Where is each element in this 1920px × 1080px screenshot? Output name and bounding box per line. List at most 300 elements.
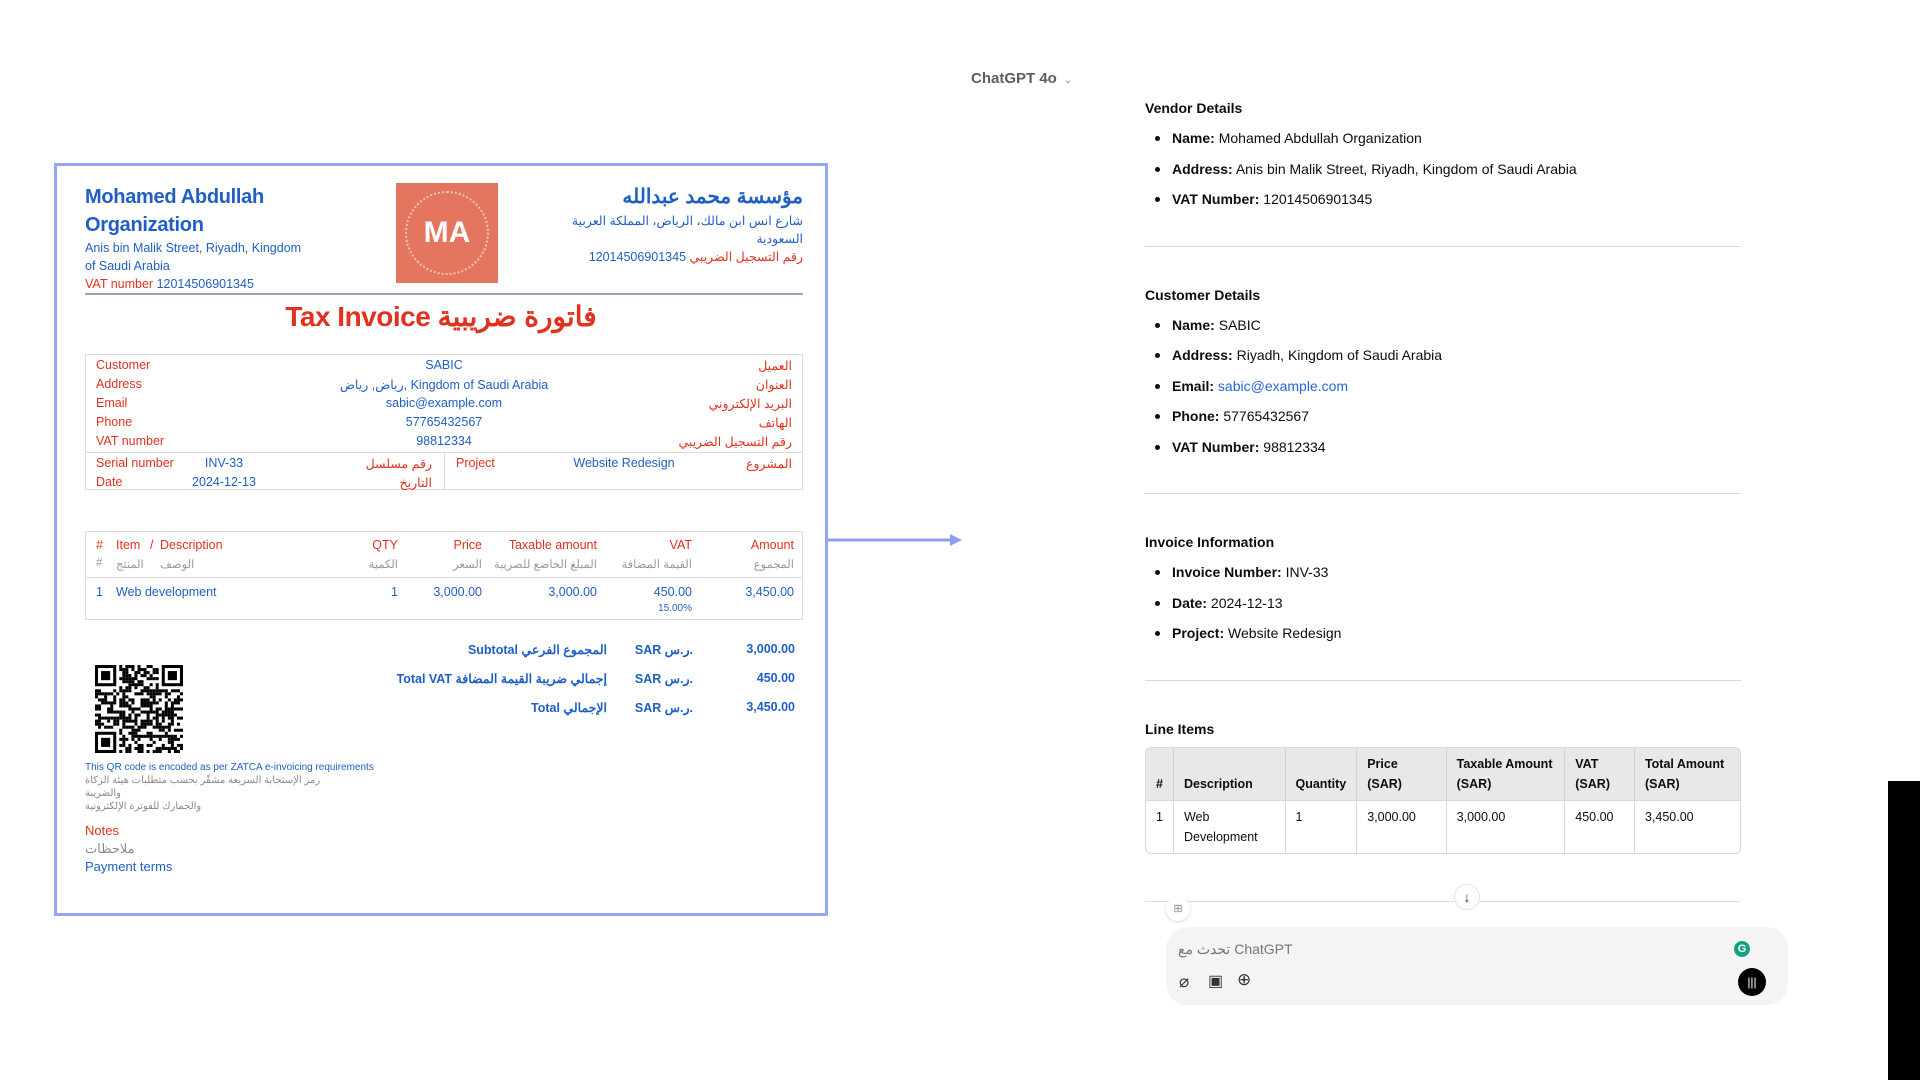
qr-module (168, 750, 171, 753)
qr-module (125, 720, 128, 723)
qr-module (150, 738, 153, 741)
qr-module (150, 735, 153, 738)
qr-module (101, 692, 104, 695)
qr-module (128, 686, 131, 689)
col-num-ar: # (96, 557, 103, 569)
qr-module (150, 732, 153, 735)
table-header: Description (1174, 748, 1286, 800)
item-price: 3,000.00 (433, 585, 482, 599)
col-taxable: Taxable amount (508, 538, 597, 552)
table-cell: Web Development (1174, 800, 1286, 853)
qr-module (141, 704, 144, 707)
qr-module (113, 723, 116, 726)
total-currency: SAR ر.س. (634, 672, 693, 686)
qr-module (131, 680, 134, 683)
qr-module (101, 698, 104, 701)
qr-module (156, 692, 159, 695)
qr-module (168, 717, 171, 720)
qr-module (171, 744, 174, 747)
qr-module (165, 732, 168, 735)
arrow-icon (828, 532, 963, 548)
qr-module (98, 720, 101, 723)
project-value: Website Redesign (573, 456, 675, 470)
detail-key: VAT Number (1172, 438, 1255, 455)
qr-module (147, 692, 150, 695)
table-cell: 3,000.00 (1447, 800, 1566, 853)
detail-value: sabic@example.com (1217, 377, 1349, 394)
divider (444, 452, 445, 489)
qr-module (122, 668, 125, 671)
message-input[interactable] (1178, 935, 1698, 963)
col-num: # (96, 538, 103, 552)
col-price: Price (453, 538, 482, 552)
qr-module (110, 692, 113, 695)
qr-module (101, 701, 104, 704)
grid-icon[interactable]: ⊞ (1166, 897, 1190, 921)
qr-module (156, 711, 159, 714)
line-items-section (1145, 721, 1741, 854)
qr-module (144, 671, 147, 674)
qr-module (119, 744, 122, 747)
qr-module (131, 665, 134, 668)
detail-item: Phone: 57765432567 (1145, 404, 1741, 435)
qr-module (134, 677, 137, 680)
qr-module (101, 717, 104, 720)
qr-module (156, 720, 159, 723)
qr-module (107, 717, 110, 720)
qr-module (171, 747, 174, 750)
qr-module (95, 704, 98, 707)
tools-icon[interactable]: ▣ (1208, 973, 1224, 990)
qr-module (162, 717, 165, 720)
vat-value-ar: 12014506901345 (588, 250, 687, 264)
qr-module (122, 723, 125, 726)
qr-module (131, 729, 134, 732)
qr-module (131, 726, 134, 729)
qr-module (119, 711, 122, 714)
company-logo (396, 183, 498, 283)
qr-module (110, 707, 113, 710)
qr-module (122, 741, 125, 744)
qr-module (128, 750, 131, 753)
field-label-ar: رقم التسجيل الضريبي (678, 435, 792, 449)
qr-module (168, 738, 171, 741)
qr-module (110, 704, 113, 707)
qr-module (125, 680, 128, 683)
qr-module (110, 717, 113, 720)
qr-module (180, 735, 183, 738)
qr-module (137, 668, 140, 671)
project-label-ar: المشروع (745, 457, 792, 471)
qr-module (150, 665, 153, 668)
qr-module (147, 686, 150, 689)
qr-module (165, 726, 168, 729)
voice-button[interactable]: ||| (1738, 968, 1766, 996)
qr-module (122, 744, 125, 747)
col-price-ar: السعر (453, 559, 482, 571)
qr-module (113, 720, 116, 723)
detail-value: 12014506901345 (1263, 191, 1373, 207)
qr-module (150, 707, 153, 710)
item-qty: 1 (391, 585, 398, 599)
qr-module (137, 707, 140, 710)
qr-module (125, 717, 128, 720)
qr-module (141, 689, 144, 692)
detail-key: Date (1172, 594, 1203, 611)
customer-box (85, 354, 803, 490)
qr-module (125, 726, 128, 729)
qr-module (110, 711, 113, 714)
customer-row (96, 396, 792, 415)
qr-module (131, 698, 134, 701)
qr-module (159, 738, 162, 741)
qr-module (156, 750, 159, 753)
qr-module (128, 698, 131, 701)
detail-item: Name: SABIC (1145, 313, 1741, 344)
qr-module (153, 701, 156, 704)
globe-icon[interactable]: ⊕ (1237, 970, 1252, 989)
qr-module (137, 738, 140, 741)
total-currency: SAR ر.س. (634, 701, 693, 715)
qr-module (119, 701, 122, 704)
qr-module (153, 717, 156, 720)
qr-module (131, 732, 134, 735)
qr-module (107, 720, 110, 723)
qr-module (159, 698, 162, 701)
detail-value: 98812334 (1263, 438, 1326, 455)
qr-note-ar: رمز الإستجابة السريعة مشفّر بحسب متطلبات هيئة الزكاة والضريبة (85, 775, 321, 799)
qr-module (116, 717, 119, 720)
qr-module (141, 692, 144, 695)
attach-icon[interactable]: ⌀ (1179, 972, 1190, 991)
qr-module (119, 738, 122, 741)
project-label: Project (456, 456, 495, 470)
qr-module (153, 671, 156, 674)
qr-module (159, 735, 162, 738)
qr-module (147, 723, 150, 726)
qr-module (150, 701, 153, 704)
qr-module (171, 723, 174, 726)
qr-module (174, 738, 177, 741)
qr-module (141, 683, 144, 686)
detail-value: Website Redesign (1228, 625, 1342, 641)
qr-module (98, 692, 101, 695)
qr-module (101, 723, 104, 726)
qr-module (144, 698, 147, 701)
vat-label-ar: رقم التسجيل الضريبي (689, 250, 803, 264)
qr-module (119, 732, 122, 735)
table-cell: 450.00 (1565, 800, 1635, 853)
qr-module (98, 707, 101, 710)
qr-note-en: This QR code is encoded as per ZATCA e-invoicing requirements (85, 762, 374, 773)
qr-module (134, 671, 137, 674)
qr-module (131, 683, 134, 686)
item-vat: 450.00 (653, 585, 692, 599)
detail-item: Address: Anis bin Malik Street, Riyadh, Kingdom of Saudi Arabia (1145, 157, 1741, 188)
qr-module (122, 674, 125, 677)
detail-value: INV-33 (1285, 564, 1329, 580)
qr-module (125, 665, 128, 668)
qr-module (131, 701, 134, 704)
qr-module (168, 711, 171, 714)
qr-module (162, 735, 165, 738)
qr-module (153, 689, 156, 692)
qr-module (125, 689, 128, 692)
qr-module (125, 686, 128, 689)
qr-module (137, 729, 140, 732)
table-header: Taxable Amount (SAR) (1447, 748, 1566, 800)
notes-label-ar: ملاحظات (85, 841, 135, 856)
model-selector[interactable] (971, 70, 1072, 87)
qr-module (131, 735, 134, 738)
field-value: 57765432567 (405, 415, 483, 429)
chevron-down-icon: ⌄ (1064, 75, 1073, 86)
field-label-ar: الهاتف (758, 416, 792, 430)
qr-module (144, 674, 147, 677)
vendor-address-ar-2: السعودية (756, 232, 803, 246)
detail-item: VAT Number: 98812334 (1145, 435, 1741, 466)
qr-module (165, 689, 168, 692)
qr-module (144, 686, 147, 689)
qr-module (95, 689, 98, 692)
qr-module (177, 744, 180, 747)
col-item: Item (116, 538, 141, 552)
qr-module (116, 720, 119, 723)
qr-module (137, 744, 140, 747)
item-num: 1 (96, 585, 103, 599)
field-value: sabic@example.com (385, 396, 503, 410)
qr-module (150, 683, 153, 686)
detail-key: Project (1172, 625, 1220, 641)
qr-module (107, 707, 110, 710)
qr-module (171, 689, 174, 692)
qr-module (165, 747, 168, 750)
qr-module (144, 689, 147, 692)
qr-module (168, 698, 171, 701)
field-label-ar: العنوان (755, 378, 792, 392)
vendor-name: Mohamed Abdullah (85, 186, 264, 208)
qr-module (134, 714, 137, 717)
col-vat-ar: القيمة المضافة (621, 559, 692, 571)
qr-module (122, 680, 125, 683)
qr-module (162, 726, 165, 729)
qr-module (174, 698, 177, 701)
field-label-ar: البريد الإلكتروني (708, 397, 792, 411)
qr-module (165, 711, 168, 714)
divider (1145, 493, 1741, 494)
vendor-address: Anis bin Malik Street, Riyadh, Kingdom (85, 241, 302, 255)
qr-module (116, 723, 119, 726)
invoice-section (1145, 534, 1741, 652)
qr-module (134, 729, 137, 732)
table-cell: 3,450.00 (1635, 800, 1740, 853)
vendor-section (1145, 100, 1741, 218)
field-label: Email (96, 396, 128, 410)
qr-module (150, 720, 153, 723)
qr-module (134, 732, 137, 735)
qr-module (131, 668, 134, 671)
qr-module (113, 689, 116, 692)
qr-module (150, 711, 153, 714)
qr-module (122, 698, 125, 701)
qr-module (131, 711, 134, 714)
qr-module (174, 714, 177, 717)
qr-module (168, 741, 171, 744)
qr-module (171, 704, 174, 707)
customer-row (96, 377, 792, 396)
qr-module (147, 671, 150, 674)
qr-module (125, 671, 128, 674)
table-cell: 1 (1286, 800, 1358, 853)
qr-module (95, 692, 98, 695)
qr-module (134, 741, 137, 744)
customer-row (96, 415, 792, 434)
qr-module (122, 720, 125, 723)
item-vat-rate: 15.00% (658, 603, 692, 614)
detail-key: Address (1172, 347, 1229, 363)
qr-module (98, 689, 101, 692)
qr-module (128, 674, 131, 677)
qr-module (125, 750, 128, 753)
col-item-ar: المنتج (116, 559, 144, 571)
qr-module (110, 726, 113, 729)
qr-module (159, 714, 162, 717)
divider (1145, 246, 1741, 247)
qr-module (159, 729, 162, 732)
qr-module (147, 750, 150, 753)
qr-module (180, 692, 183, 695)
qr-module (150, 744, 153, 747)
side-panel-edge (1888, 781, 1920, 1080)
qr-module (131, 720, 134, 723)
detail-key: Email (1172, 377, 1210, 394)
table-header: VAT (SAR) (1565, 748, 1635, 800)
payment-terms: Payment terms (85, 859, 173, 874)
vendor-address-2: of Saudi Arabia (85, 259, 170, 273)
grammarly-icon[interactable]: G (1734, 941, 1750, 957)
qr-code (95, 665, 183, 753)
qr-module (174, 750, 177, 753)
qr-module (119, 717, 122, 720)
col-desc-ar: الوصف (160, 559, 195, 571)
qr-module (144, 701, 147, 704)
model-name: ChatGPT 4o (971, 70, 1057, 87)
total-value: 3,000.00 (746, 642, 795, 656)
detail-value: Riyadh, Kingdom of Saudi Arabia (1236, 347, 1443, 363)
assistant-response (1145, 100, 1741, 854)
qr-module (150, 695, 153, 698)
customer-row (96, 358, 792, 377)
item-taxable: 3,000.00 (548, 585, 597, 599)
qr-module (171, 711, 174, 714)
qr-module (128, 747, 131, 750)
qr-module (165, 695, 168, 698)
qr-module (153, 726, 156, 729)
qr-module (144, 726, 147, 729)
qr-module (171, 714, 174, 717)
qr-note (85, 761, 374, 813)
qr-module (104, 717, 107, 720)
qr-module (165, 707, 168, 710)
qr-note-ar-2: والجمارك للفوترة الإلكترونية (85, 801, 202, 812)
qr-module (128, 665, 131, 668)
qr-module (125, 704, 128, 707)
col-taxable-ar: المبلغ الخاضع للضريبة (493, 559, 597, 571)
qr-module (147, 714, 150, 717)
field-label: Address (96, 377, 142, 391)
qr-module (153, 741, 156, 744)
detail-item: Address: Riyadh, Kingdom of Saudi Arabia (1145, 343, 1741, 374)
qr-module (95, 714, 98, 717)
qr-module (177, 723, 180, 726)
qr-module (156, 717, 159, 720)
qr-module (156, 689, 159, 692)
qr-module (147, 735, 150, 738)
qr-module (156, 686, 159, 689)
qr-module (171, 717, 174, 720)
qr-module (150, 723, 153, 726)
qr-module (150, 677, 153, 680)
qr-module (150, 674, 153, 677)
field-label: Customer (96, 358, 151, 372)
items-table (85, 531, 803, 620)
qr-module (159, 750, 162, 753)
scroll-down-button[interactable]: ↓ (1454, 884, 1480, 910)
qr-module (177, 717, 180, 720)
vendor-address-ar: شارع انس ابن مالك، الرياض، المملكة العربية (571, 214, 803, 228)
col-vat: VAT (669, 538, 692, 552)
qr-module (153, 711, 156, 714)
col-amount: Amount (750, 538, 794, 552)
qr-module (162, 711, 165, 714)
qr-module (162, 744, 165, 747)
qr-module (180, 729, 183, 732)
qr-module (141, 747, 144, 750)
qr-module (141, 726, 144, 729)
qr-module (122, 726, 125, 729)
detail-key: Invoice Number (1172, 564, 1278, 580)
qr-module (147, 704, 150, 707)
qr-module (168, 729, 171, 732)
qr-module (144, 720, 147, 723)
qr-module (125, 677, 128, 680)
qr-module (156, 671, 159, 674)
qr-module (137, 735, 140, 738)
qr-module (137, 747, 140, 750)
qr-module (107, 692, 110, 695)
table-header: # (1146, 748, 1174, 800)
qr-module (137, 750, 140, 753)
qr-module (153, 668, 156, 671)
detail-value: 2024-12-13 (1210, 594, 1283, 611)
vendor-ar (543, 182, 803, 266)
serial-row (96, 456, 432, 475)
qr-module (141, 735, 144, 738)
qr-module (104, 692, 107, 695)
vendor-name-2: Organization (85, 214, 204, 236)
qr-module (134, 674, 137, 677)
qr-module (144, 711, 147, 714)
qr-module (144, 735, 147, 738)
qr-module (171, 741, 174, 744)
total-label: Total الإجمالي (531, 701, 607, 715)
qr-module (116, 711, 119, 714)
qr-module (171, 738, 174, 741)
qr-module (153, 677, 156, 680)
qr-module (128, 717, 131, 720)
date-value: 2024-12-13 (192, 475, 256, 489)
qr-module (113, 695, 116, 698)
